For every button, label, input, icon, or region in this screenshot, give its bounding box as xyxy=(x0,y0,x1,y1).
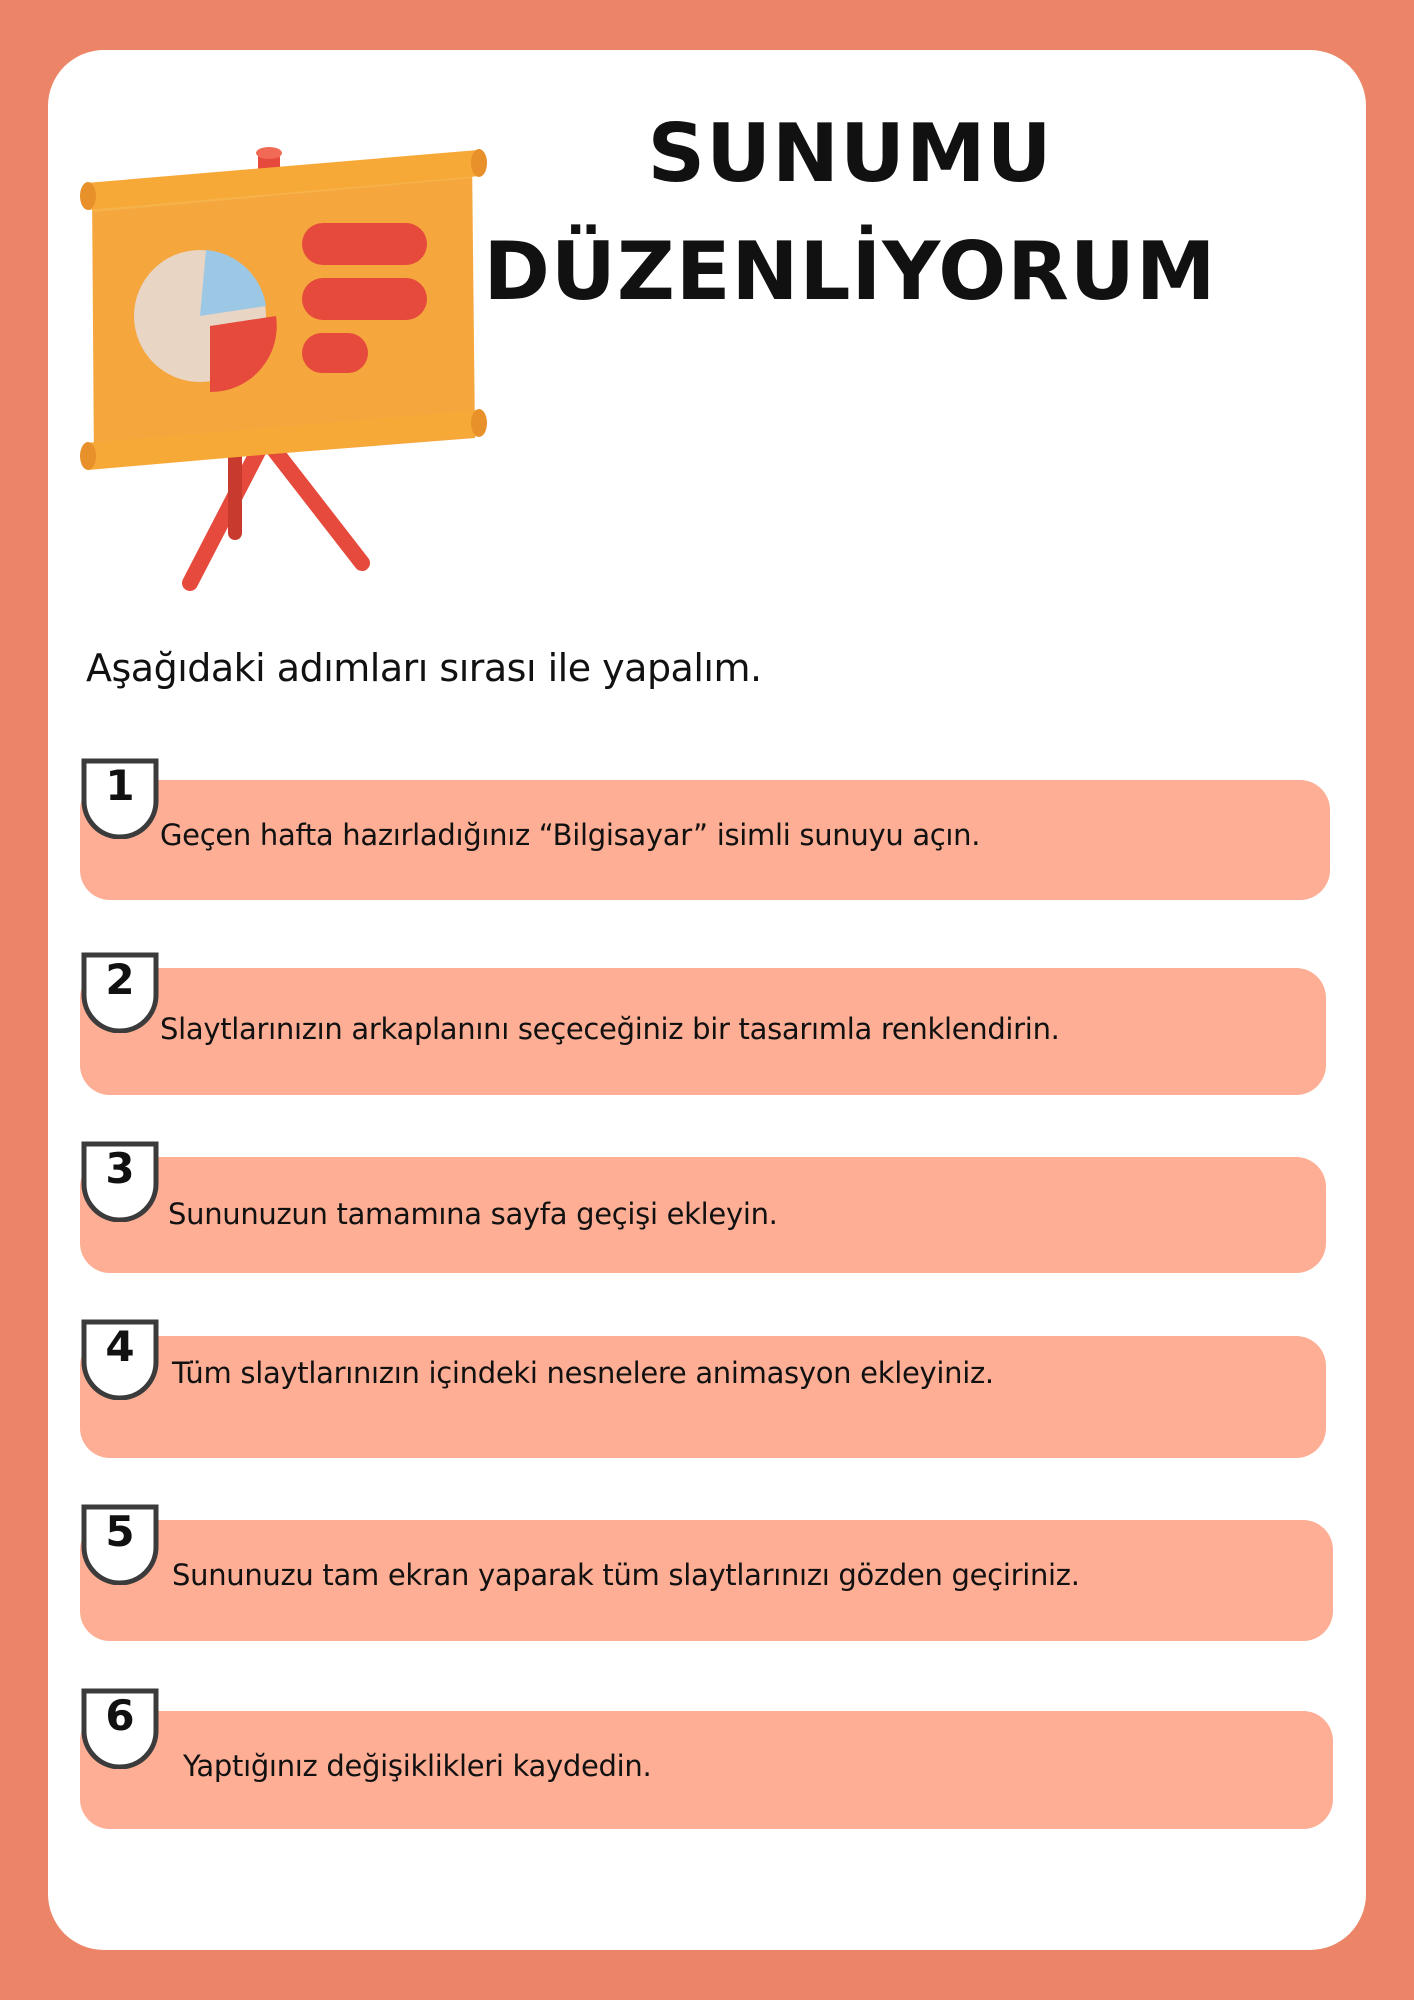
step-text-1: Geçen hafta hazırladığınız “Bilgisayar” isimli sunuyu açın. xyxy=(160,818,981,852)
step-text-4: Tüm slaytlarınızın içindeki nesnelere animasyon ekleyiniz. xyxy=(172,1356,994,1390)
instructions-intro: Aşağıdaki adımları sırası ile yapalım. xyxy=(86,646,762,690)
step-text-2: Slaytlarınızın arkaplanını seçeceğiniz bir tasarımla renklendirin. xyxy=(160,1012,1060,1046)
step-text-3: Sununuzun tamamına sayfa geçişi ekleyin. xyxy=(168,1197,778,1231)
step-text-6: Yaptığınız değişiklikleri kaydedin. xyxy=(183,1749,652,1783)
step-number-3: 3 xyxy=(105,1144,135,1193)
step-number-1: 1 xyxy=(105,761,135,810)
step-badge-5 xyxy=(80,1503,160,1585)
step-text-5: Sununuzu tam ekran yaparak tüm slaytlarınızı gözden geçiriniz. xyxy=(172,1558,1080,1592)
step-badge-3 xyxy=(80,1140,160,1222)
presentation-easel-icon xyxy=(80,138,490,598)
page-title xyxy=(440,95,1260,331)
step-box-4 xyxy=(80,1336,1326,1458)
step-badge-6 xyxy=(80,1687,160,1769)
step-number-2: 2 xyxy=(105,955,135,1004)
title-line-2: DÜZENLİYORUM xyxy=(483,225,1217,318)
step-badge-4 xyxy=(80,1318,160,1400)
step-badge-1 xyxy=(80,757,160,839)
title-line-1: SUNUMU xyxy=(647,107,1053,200)
step-badge-2 xyxy=(80,951,160,1033)
step-number-6: 6 xyxy=(105,1691,135,1740)
step-number-4: 4 xyxy=(105,1322,135,1371)
step-number-5: 5 xyxy=(105,1507,135,1556)
